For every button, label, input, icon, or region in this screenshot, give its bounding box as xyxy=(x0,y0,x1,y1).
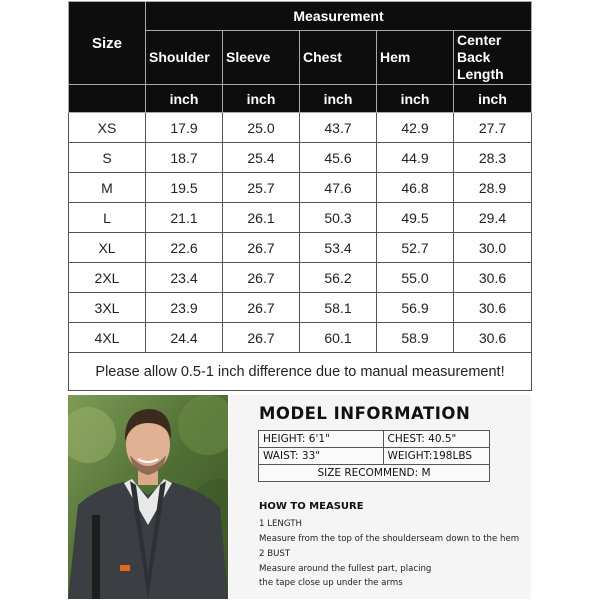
model-info-panel xyxy=(229,395,531,599)
unit-label: inch xyxy=(146,85,223,113)
measurement-value: 49.5 xyxy=(377,203,454,233)
measure-item-text: Measure around the fullest part, placing xyxy=(259,564,432,574)
size-row xyxy=(69,293,532,323)
measurement-value: 26.1 xyxy=(223,203,300,233)
measurement-value: 24.4 xyxy=(146,323,223,353)
measurement-value: 44.9 xyxy=(377,143,454,173)
measurement-value: 28.3 xyxy=(454,143,532,173)
measurement-value: 42.9 xyxy=(377,113,454,143)
measurement-value: 26.7 xyxy=(223,293,300,323)
measurement-value: 56.9 xyxy=(377,293,454,323)
size-header: Size xyxy=(69,2,146,85)
size-row xyxy=(69,233,532,263)
size-chart-table xyxy=(68,1,532,391)
model-size-recommend: SIZE RECOMMEND: M xyxy=(259,465,490,482)
size-label: L xyxy=(69,203,146,233)
size-row xyxy=(69,143,532,173)
measurement-value: 27.7 xyxy=(454,113,532,143)
size-row xyxy=(69,113,532,143)
measurement-value: 23.9 xyxy=(146,293,223,323)
col-header-sleeve: Sleeve xyxy=(223,31,300,85)
size-label: 3XL xyxy=(69,293,146,323)
measurement-value: 28.9 xyxy=(454,173,532,203)
measurement-value: 30.6 xyxy=(454,293,532,323)
model-chest: CHEST: 40.5" xyxy=(383,431,490,448)
model-weight: WEIGHT:198LBS xyxy=(383,448,490,465)
unit-label: inch xyxy=(454,85,532,113)
measurement-value: 25.4 xyxy=(223,143,300,173)
measurement-value: 30.0 xyxy=(454,233,532,263)
col-header-hem: Hem xyxy=(377,31,454,85)
how-to-measure-title: HOW TO MEASURE xyxy=(259,501,364,512)
size-row xyxy=(69,323,532,353)
size-label: 2XL xyxy=(69,263,146,293)
header-row-top xyxy=(69,2,532,31)
unit-spacer xyxy=(69,85,146,113)
measure-item-label: 1 LENGTH xyxy=(259,519,302,529)
measure-item-text: Measure from the top of the shoulderseam down to the hem xyxy=(259,534,520,544)
size-row xyxy=(69,173,532,203)
model-info-title: MODEL INFORMATION xyxy=(259,404,471,423)
measurement-value: 18.7 xyxy=(146,143,223,173)
measurement-value: 58.1 xyxy=(300,293,377,323)
measurement-value: 26.7 xyxy=(223,233,300,263)
col-header-center-back-length: Center Back Length xyxy=(454,31,532,85)
measurement-value: 25.0 xyxy=(223,113,300,143)
measurement-value: 30.6 xyxy=(454,263,532,293)
measurement-value: 58.9 xyxy=(377,323,454,353)
measurement-value: 50.3 xyxy=(300,203,377,233)
size-label: XL xyxy=(69,233,146,263)
size-label: XS xyxy=(69,113,146,143)
size-row xyxy=(69,203,532,233)
size-label: M xyxy=(69,173,146,203)
model-info-table xyxy=(258,430,490,482)
note-row xyxy=(69,353,532,391)
measurement-note: Please allow 0.5-1 inch difference due to manual measurement! xyxy=(69,353,532,391)
unit-row xyxy=(69,85,532,113)
measurement-value: 45.6 xyxy=(300,143,377,173)
measurement-value: 25.7 xyxy=(223,173,300,203)
measurement-value: 46.8 xyxy=(377,173,454,203)
col-header-shoulder: Shoulder xyxy=(146,31,223,85)
measurement-value: 56.2 xyxy=(300,263,377,293)
measurement-value: 47.6 xyxy=(300,173,377,203)
model-height: HEIGHT: 6'1" xyxy=(259,431,384,448)
model-photo xyxy=(68,395,228,599)
col-header-chest: Chest xyxy=(300,31,377,85)
measurement-value: 21.1 xyxy=(146,203,223,233)
measure-item-text: the tape close up under the arms xyxy=(259,578,403,588)
measurement-value: 60.1 xyxy=(300,323,377,353)
model-photo-illustration xyxy=(68,395,228,599)
size-label: S xyxy=(69,143,146,173)
measurement-value: 30.6 xyxy=(454,323,532,353)
measurement-value: 52.7 xyxy=(377,233,454,263)
measurement-value: 23.4 xyxy=(146,263,223,293)
measurement-value: 43.7 xyxy=(300,113,377,143)
unit-label: inch xyxy=(377,85,454,113)
measurement-value: 53.4 xyxy=(300,233,377,263)
size-rows xyxy=(69,113,532,353)
unit-label: inch xyxy=(300,85,377,113)
measurement-value: 19.5 xyxy=(146,173,223,203)
measurement-value: 26.7 xyxy=(223,323,300,353)
measurement-value: 17.9 xyxy=(146,113,223,143)
unit-label: inch xyxy=(223,85,300,113)
size-label: 4XL xyxy=(69,323,146,353)
measurement-value: 55.0 xyxy=(377,263,454,293)
measurement-value: 26.7 xyxy=(223,263,300,293)
size-row xyxy=(69,263,532,293)
measurement-value: 29.4 xyxy=(454,203,532,233)
model-waist: WAIST: 33" xyxy=(259,448,384,465)
measurement-header: Measurement xyxy=(146,2,532,31)
measure-item-label: 2 BUST xyxy=(259,549,291,559)
measurement-value: 22.6 xyxy=(146,233,223,263)
